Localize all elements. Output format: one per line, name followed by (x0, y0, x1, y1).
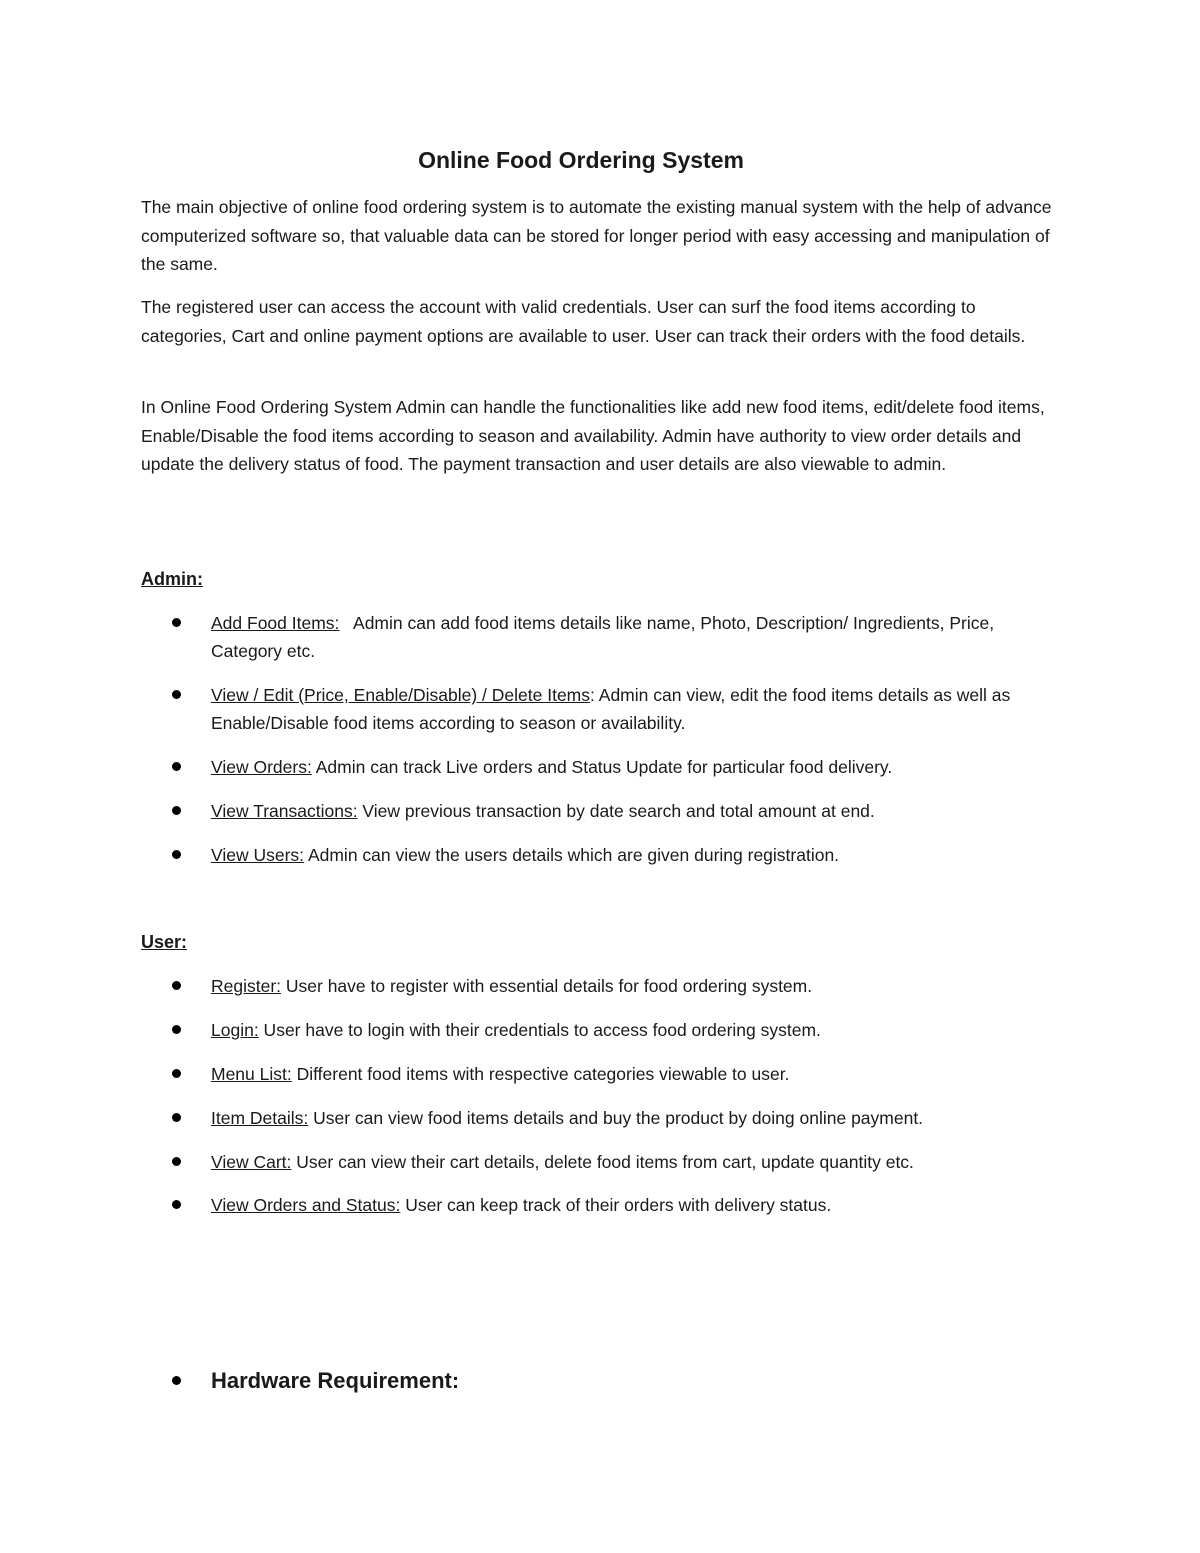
list-item (141, 1104, 1061, 1132)
bullet-icon (172, 806, 181, 815)
item-text: User can keep track of their orders with delivery status. (400, 1195, 832, 1216)
user-feature-list (141, 972, 1061, 1235)
item-label: View Transactions: (211, 801, 358, 822)
list-item (141, 972, 1061, 1000)
item-label: View Users: (211, 845, 305, 866)
item-label: View Cart: (211, 1151, 292, 1172)
bullet-icon (172, 850, 181, 859)
list-item (141, 797, 1061, 825)
bullet-icon (172, 762, 181, 771)
item-text: Admin can add food items details like name, Photo, Description/ Ingredients, Price, Category etc. (211, 613, 999, 662)
item-label: Item Details: (211, 1107, 309, 1128)
bullet-icon (172, 690, 181, 699)
item-text: Admin can view the users details which are given during registration. (304, 845, 840, 866)
bullet-icon (172, 981, 181, 990)
intro-paragraph-admin: In Online Food Ordering System Admin can handle the functionalities like add new food items, edit/delete food items, Enable/Disable the food items according to season and availability. Admin have authority to view order details and update the delivery status of food. The payment transaction and user details are also viewable to admin. (141, 397, 1045, 475)
item-text: User can view food items details and buy the product by doing online payment. (308, 1107, 924, 1128)
intro-paragraph-user: The registered user can access the account with valid credentials. User can surf the food items according to categories, Cart and online payment options are available to user. User can track their orders with the food details. (141, 297, 1026, 346)
list-item (141, 609, 1061, 666)
item-text: User have to login with their credentials to access food ordering system. (258, 1019, 821, 1040)
intro-paragraph-objective: The main objective of online food ordering system is to automate the existing manual system with the help of advance computerized software so, that valuable data can be stored for longer period with easy accessing and manipulation of the same. (141, 197, 1052, 275)
list-item (141, 1060, 1061, 1088)
item-text: : Admin can view, edit the food items details as well as Enable/Disable food items according to season or availability. (211, 685, 1011, 734)
document-title: Online Food Ordering System (418, 147, 744, 173)
item-label: Menu List: (211, 1063, 292, 1084)
item-text: User have to register with essential details for food ordering system. (281, 976, 813, 996)
list-item (141, 681, 1061, 738)
bullet-icon (172, 1025, 181, 1034)
list-item (141, 1148, 1061, 1176)
item-text: User can view their cart details, delete food items from cart, update quantity etc. (291, 1151, 914, 1172)
list-item (141, 753, 1061, 781)
item-label: View / Edit (Price, Enable/Disable) / Delete Items (211, 685, 591, 706)
item-text: View previous transaction by date search and total amount at end. (357, 801, 875, 822)
item-text: Admin can track Live orders and Status Update for particular food delivery. (311, 757, 893, 778)
item-text: Different food items with respective categories viewable to user. (291, 1063, 790, 1084)
hardware-requirement-heading (141, 1365, 1061, 1397)
bullet-icon (172, 1113, 181, 1122)
bullet-icon (172, 1376, 181, 1385)
bullet-icon (172, 618, 181, 627)
list-item (141, 841, 1061, 869)
user-heading: User: (141, 932, 188, 952)
list-item (141, 1016, 1061, 1044)
item-label: Register: (211, 976, 282, 996)
bullet-icon (172, 1069, 181, 1078)
hardware-requirement-label: Hardware Requirement: (211, 1368, 460, 1393)
item-label: Login: (211, 1019, 259, 1040)
admin-feature-list (141, 609, 1061, 885)
admin-heading: Admin: (141, 569, 203, 589)
list-item (141, 1191, 1061, 1219)
bullet-icon (172, 1157, 181, 1166)
item-label: View Orders: (211, 757, 312, 778)
item-label: View Orders and Status: (211, 1195, 401, 1216)
item-label: Add Food Items: (211, 613, 340, 633)
bullet-icon (172, 1200, 181, 1209)
